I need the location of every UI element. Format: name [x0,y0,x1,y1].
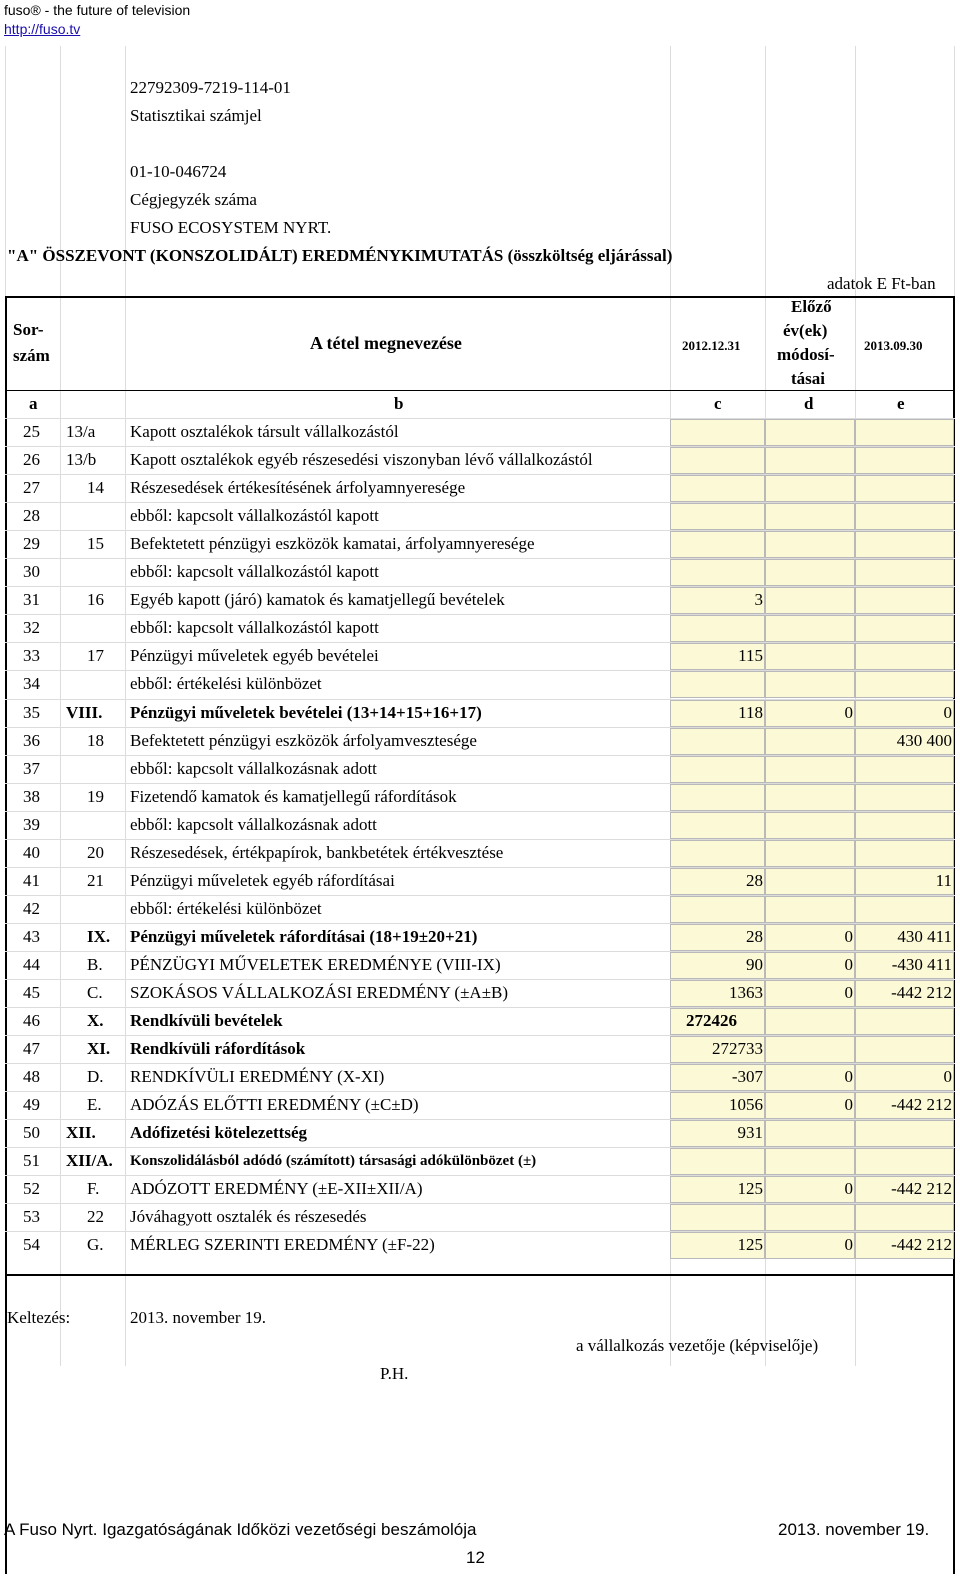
table-row [5,755,955,783]
row-number: 25 [23,422,40,441]
value-e: -442 212 [891,983,952,1002]
row-label: Pénzügyi műveletek ráfordításai (18+19±20+21) [130,926,478,946]
row-code: G. [87,1235,104,1255]
row-code: IX. [87,926,111,946]
row-label: RENDKÍVÜLI EREDMÉNY (X-XI) [130,1067,385,1087]
row-code: E. [87,1095,102,1115]
date-value: 2013. november 19. [130,1308,266,1327]
value-c: 28 [746,870,763,890]
col-header-d-4: tásai [791,369,825,388]
cell-d[interactable] [765,419,855,446]
row-code: 13/b [66,450,97,470]
value-d: 0 [844,1179,853,1199]
row-label: Befektetett pénzügyi eszközök árfolyamvesztesége [130,730,477,750]
page-header-link[interactable]: http://fuso.tv [4,21,81,37]
value-d: 0 [844,1235,853,1255]
row-label: ebből: kapcsolt vállalkozástól kapott [130,562,379,582]
table-row [5,839,955,867]
table-row [5,1231,955,1259]
table-row [5,1119,955,1147]
row-label: Egyéb kapott (járó) kamatok és kamatjellegű bevételek [130,590,505,610]
cell-e[interactable] [855,1204,954,1231]
company-name: FUSO ECOSYSTEM NYRT. [130,218,332,237]
row-code: 15 [87,534,104,554]
col-letter-e: e [897,394,905,413]
row-code: B. [87,954,103,974]
value-e: -442 212 [891,1235,952,1255]
cell-c[interactable] [670,531,765,558]
value-c: 272733 [712,1039,763,1059]
table-row [5,923,955,951]
cell-e[interactable] [855,1148,954,1175]
row-label: ebből: értékelési különbözet [130,898,322,918]
col-letter-b: b [394,394,404,413]
value-c: 1056 [729,1095,763,1115]
row-label: ADÓZÁS ELŐTTI EREDMÉNY (±C±D) [130,1095,419,1115]
row-code: 20 [87,842,104,862]
value-d: 0 [844,702,853,722]
col-header-d-1: Előző [791,297,832,316]
cell-c[interactable] [670,728,765,755]
row-number: 30 [23,562,40,582]
col-letter-a: a [29,394,38,413]
row-number: 47 [23,1039,40,1059]
cell-e[interactable] [855,475,954,502]
value-c: 115 [738,646,763,666]
value-c: 1363 [729,983,763,1002]
col-header-d-2: év(ek) [783,321,828,340]
value-c: 272426 [686,1011,737,1031]
row-number: 48 [23,1067,40,1087]
table-row [5,811,955,839]
reg-label: Cégjegyzék száma [130,190,257,209]
stamp-label: P.H. [380,1364,409,1383]
cell-d[interactable] [765,1036,855,1063]
table-row [5,530,955,558]
col-header-sorszam-2: szám [13,346,50,365]
cell-c[interactable] [670,419,765,446]
cell-d[interactable] [765,475,855,502]
table-row [5,1203,955,1231]
row-label: ebből: kapcsolt vállalkozásnak adott [130,758,377,778]
row-label: Konszolidálásból adódó (számított) társasági adókülönbözet (±) [130,1153,537,1170]
row-label: SZOKÁSOS VÁLLALKOZÁSI EREDMÉNY (±A±B) [130,983,509,1002]
row-code: F. [87,1179,100,1199]
value-d: 0 [844,1067,853,1087]
row-number: 46 [23,1011,40,1031]
row-number: 52 [23,1179,40,1199]
row-number: 38 [23,786,40,806]
cell-e[interactable] [855,784,954,811]
cell-d[interactable] [765,447,855,474]
cell-d[interactable] [765,784,855,811]
cell-d[interactable] [765,671,855,698]
cell-c[interactable] [670,615,765,642]
col-header-e: 2013.09.30 [864,338,923,353]
table-border [5,1274,955,1276]
row-code: C. [87,983,103,1002]
table-row [5,446,955,474]
cell-e[interactable] [855,1120,954,1147]
row-label: Pénzügyi műveletek bevételei (13+14+15+16+17) [130,702,482,722]
signer-label: a vállalkozás vezetője (képviselője) [576,1336,819,1355]
col-letter-c: c [714,394,722,413]
cell-e[interactable] [855,812,954,839]
row-label: Pénzügyi műveletek egyéb ráfordításai [130,870,395,890]
row-code: 19 [87,786,104,806]
value-e: 430 400 [896,730,952,750]
row-label: Kapott osztalékok társult vállalkozástól [130,422,399,441]
value-d: 0 [844,926,853,946]
row-number: 53 [23,1207,40,1227]
cell-d[interactable] [765,896,855,923]
value-c: 125 [737,1179,763,1199]
row-number: 54 [23,1235,40,1255]
table-row [5,1035,955,1063]
row-number: 36 [23,730,40,750]
row-code: 16 [87,590,104,610]
cell-d[interactable] [765,1204,855,1231]
page-header-title: fuso® - the future of television [4,2,191,18]
value-c: -307 [731,1067,763,1087]
value-d: 0 [844,1095,853,1115]
cell-d[interactable] [765,643,855,670]
report-title: "A" ÖSSZEVONT (KONSZOLIDÁLT) EREDMÉNYKIMUTATÁS (összköltség eljárással) [7,246,673,265]
row-number: 31 [23,590,40,610]
row-number: 41 [23,870,40,890]
cell-c[interactable] [670,475,765,502]
cell-d[interactable] [765,587,855,614]
cell-d[interactable] [765,756,855,783]
row-code: X. [87,1011,104,1031]
row-number: 29 [23,534,40,554]
value-c: 3 [754,590,763,610]
row-number: 40 [23,842,40,862]
cell-e[interactable] [855,419,954,446]
cell-d[interactable] [765,615,855,642]
col-header-sorszam-1: Sor- [13,320,44,339]
row-number: 44 [23,954,40,974]
cell-e[interactable] [855,587,954,614]
row-number: 50 [23,1123,40,1143]
value-c: 28 [746,926,763,946]
row-number: 28 [23,506,40,526]
footer-title: A Fuso Nyrt. Igazgatóságának Időközi vezetőségi beszámolója [4,1520,477,1539]
cell-d[interactable] [765,812,855,839]
table-row [5,1007,955,1035]
cell-c[interactable] [670,840,765,867]
cell-e[interactable] [855,896,954,923]
table-row [5,979,955,1007]
row-number: 34 [23,674,40,694]
cell-c[interactable] [670,559,765,586]
cell-e[interactable] [855,615,954,642]
table-row [5,783,955,811]
row-code: 14 [87,478,104,498]
row-code: 18 [87,730,104,750]
row-code: 22 [87,1207,104,1227]
cell-e[interactable] [855,840,954,867]
table-row [5,502,955,530]
cell-e[interactable] [855,559,954,586]
table-row [5,614,955,642]
cell-d[interactable] [765,840,855,867]
cell-d[interactable] [765,1120,855,1147]
date-label: Keltezés: [7,1308,71,1327]
cell-c[interactable] [670,503,765,530]
value-e: 430 411 [897,926,952,946]
row-code: XII. [66,1123,96,1143]
table-row [5,1175,955,1203]
row-label: Részesedések, értékpapírok, bankbetétek értékvesztése [130,842,504,862]
table-row [5,867,955,895]
row-label: Kapott osztalékok egyéb részesedési viszonyban lévő vállalkozástól [130,450,593,470]
row-number: 33 [23,646,40,666]
row-label: Részesedések értékesítésének árfolyamnyeresége [130,478,466,498]
cell-e[interactable] [855,531,954,558]
table-row [5,727,955,755]
row-label: PÉNZÜGYI MŰVELETEK EREDMÉNYE (VIII-IX) [130,954,501,974]
table-row [5,1091,955,1119]
table-row [5,558,955,586]
cell-e[interactable] [855,756,954,783]
table-row [5,670,955,698]
stat-label: Statisztikai számjel [130,106,262,125]
cell-c[interactable] [670,671,765,698]
row-number: 43 [23,926,40,946]
row-number: 35 [23,702,40,722]
value-c: 125 [737,1235,763,1255]
col-header-item: A tétel megnevezése [310,333,462,353]
cell-c[interactable] [670,447,765,474]
cell-d[interactable] [765,1148,855,1175]
cell-d[interactable] [765,531,855,558]
row-label: ebből: kapcsolt vállalkozásnak adott [130,814,377,834]
table-row [5,418,955,446]
reg-number: 01-10-046724 [130,162,227,181]
row-number: 49 [23,1095,40,1115]
row-label: MÉRLEG SZERINTI EREDMÉNY (±F-22) [130,1235,435,1255]
col-letter-d: d [804,394,814,413]
value-d: 0 [844,954,853,974]
row-number: 42 [23,898,40,918]
row-code: XI. [87,1039,111,1059]
cell-e[interactable] [855,643,954,670]
cell-e[interactable] [855,671,954,698]
footer-date: 2013. november 19. [778,1520,930,1539]
cell-c[interactable] [670,896,765,923]
row-number: 45 [23,983,40,1002]
value-c: 118 [738,702,763,722]
table-row [5,1147,955,1175]
value-c: 931 [737,1123,763,1143]
row-label: Rendkívüli bevételek [130,1011,283,1031]
cell-e[interactable] [855,503,954,530]
cell-c[interactable] [670,756,765,783]
row-number: 32 [23,618,40,638]
row-label: ebből: kapcsolt vállalkozástól kapott [130,506,379,526]
cell-c[interactable] [670,784,765,811]
row-code: XII/A. [66,1151,113,1171]
spreadsheet [5,46,955,1383]
cell-e[interactable] [855,447,954,474]
row-label: Adófizetési kötelezettség [130,1123,308,1143]
row-code: D. [87,1067,104,1087]
value-e: 0 [943,702,952,722]
row-code: VIII. [66,702,103,722]
row-label: Jóváhagyott osztalék és részesedés [130,1207,367,1227]
table-row [5,951,955,979]
stat-number: 22792309-7219-114-01 [130,78,291,97]
row-number: 27 [23,478,40,498]
table-row [5,642,955,670]
value-e: 11 [935,870,952,890]
cell-c[interactable] [670,1204,765,1231]
row-label: Pénzügyi műveletek egyéb bevételei [130,646,379,666]
value-e: -442 212 [891,1095,952,1115]
cell-e[interactable] [855,1036,954,1063]
unit-note: adatok E Ft-ban [827,274,936,293]
cell-d[interactable] [765,559,855,586]
table-row [5,474,955,502]
row-label: Rendkívüli ráfordítások [130,1039,306,1059]
value-e: -430 411 [891,954,952,974]
page-number: 12 [466,1548,485,1567]
cell-c[interactable] [670,812,765,839]
row-label: ebből: értékelési különbözet [130,674,322,694]
cell-c[interactable] [670,1148,765,1175]
row-number: 26 [23,450,40,470]
row-label: Fizetendő kamatok és kamatjellegű ráfordítások [130,786,457,806]
cell-d[interactable] [765,503,855,530]
col-header-d-3: módosí- [777,345,835,364]
row-code: 21 [87,870,104,890]
row-label: ebből: kapcsolt vállalkozástól kapott [130,618,379,638]
table-row [5,699,955,727]
table-row [5,895,955,923]
row-code: 13/a [66,422,96,441]
row-number: 39 [23,814,40,834]
cell-d[interactable] [765,1008,855,1035]
col-header-c: 2012.12.31 [682,338,741,353]
value-d: 0 [844,983,853,1002]
row-code: 17 [87,646,104,666]
row-number: 37 [23,758,40,778]
row-label: ADÓZOTT EREDMÉNY (±E-XII±XII/A) [130,1179,423,1199]
value-e: -442 212 [891,1179,952,1199]
table-row [5,586,955,614]
row-label: Befektetett pénzügyi eszközök kamatai, árfolyamnyeresége [130,534,535,554]
table-row [5,1063,955,1091]
cell-e[interactable] [855,1008,954,1035]
value-e: 0 [943,1067,952,1087]
row-number: 51 [23,1151,40,1171]
value-c: 90 [746,954,763,974]
